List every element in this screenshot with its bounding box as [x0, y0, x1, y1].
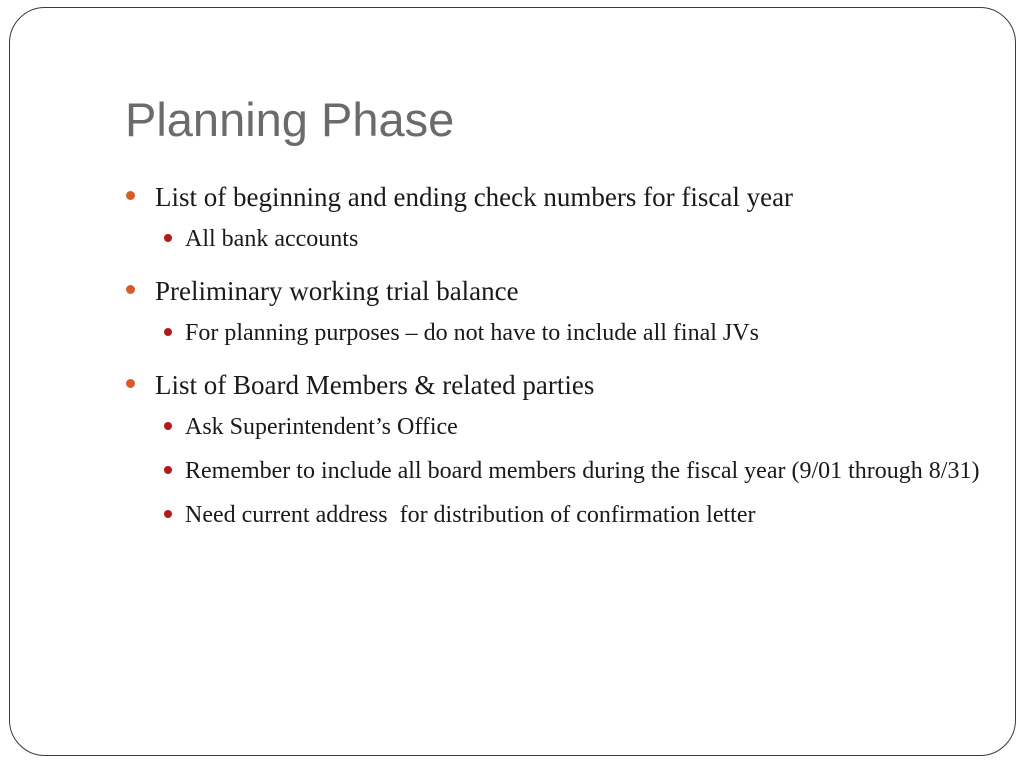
bullet-item-trial-balance — [123, 272, 1003, 310]
bullet-text: List of beginning and ending check numbers for fiscal year — [155, 182, 794, 212]
slide-title: Planning Phase — [125, 93, 455, 146]
sub-bullet-dot-icon — [164, 234, 172, 242]
sub-bullet-text: All bank accounts — [185, 226, 359, 252]
sub-bullet-text: Need current address for distribution of confirmation letter — [185, 502, 756, 528]
sub-bullet-item-superintendent — [123, 407, 1003, 448]
slide-frame — [9, 7, 1016, 756]
sub-bullet-dot-icon — [164, 328, 172, 336]
bullet-dot-icon — [126, 379, 135, 388]
sub-bullet-dot-icon — [164, 422, 172, 430]
bullet-item-check-numbers — [123, 178, 1003, 216]
bullet-text: List of Board Members & related parties — [155, 370, 595, 400]
sub-bullet-dot-icon — [164, 510, 172, 518]
bullet-text: Preliminary working trial balance — [155, 276, 519, 306]
sub-bullet-item-bank-accounts — [123, 219, 1003, 260]
bullet-dot-icon — [126, 285, 135, 294]
bullet-dot-icon — [126, 191, 135, 200]
sub-bullet-item-board-members-fiscal-year — [123, 451, 1003, 492]
bullet-item-board-members — [123, 366, 1003, 404]
bullet-list — [123, 178, 1003, 536]
sub-bullet-dot-icon — [164, 466, 172, 474]
sub-bullet-item-planning-purposes — [123, 313, 1003, 354]
sub-bullet-text: Ask Superintendent’s Office — [185, 414, 458, 440]
sub-bullet-text: Remember to include all board members during the fiscal year (9/01 through 8/31) — [185, 458, 980, 484]
sub-bullet-text: For planning purposes – do not have to include all final JVs — [185, 320, 759, 346]
sub-bullet-item-current-address — [123, 495, 1003, 536]
